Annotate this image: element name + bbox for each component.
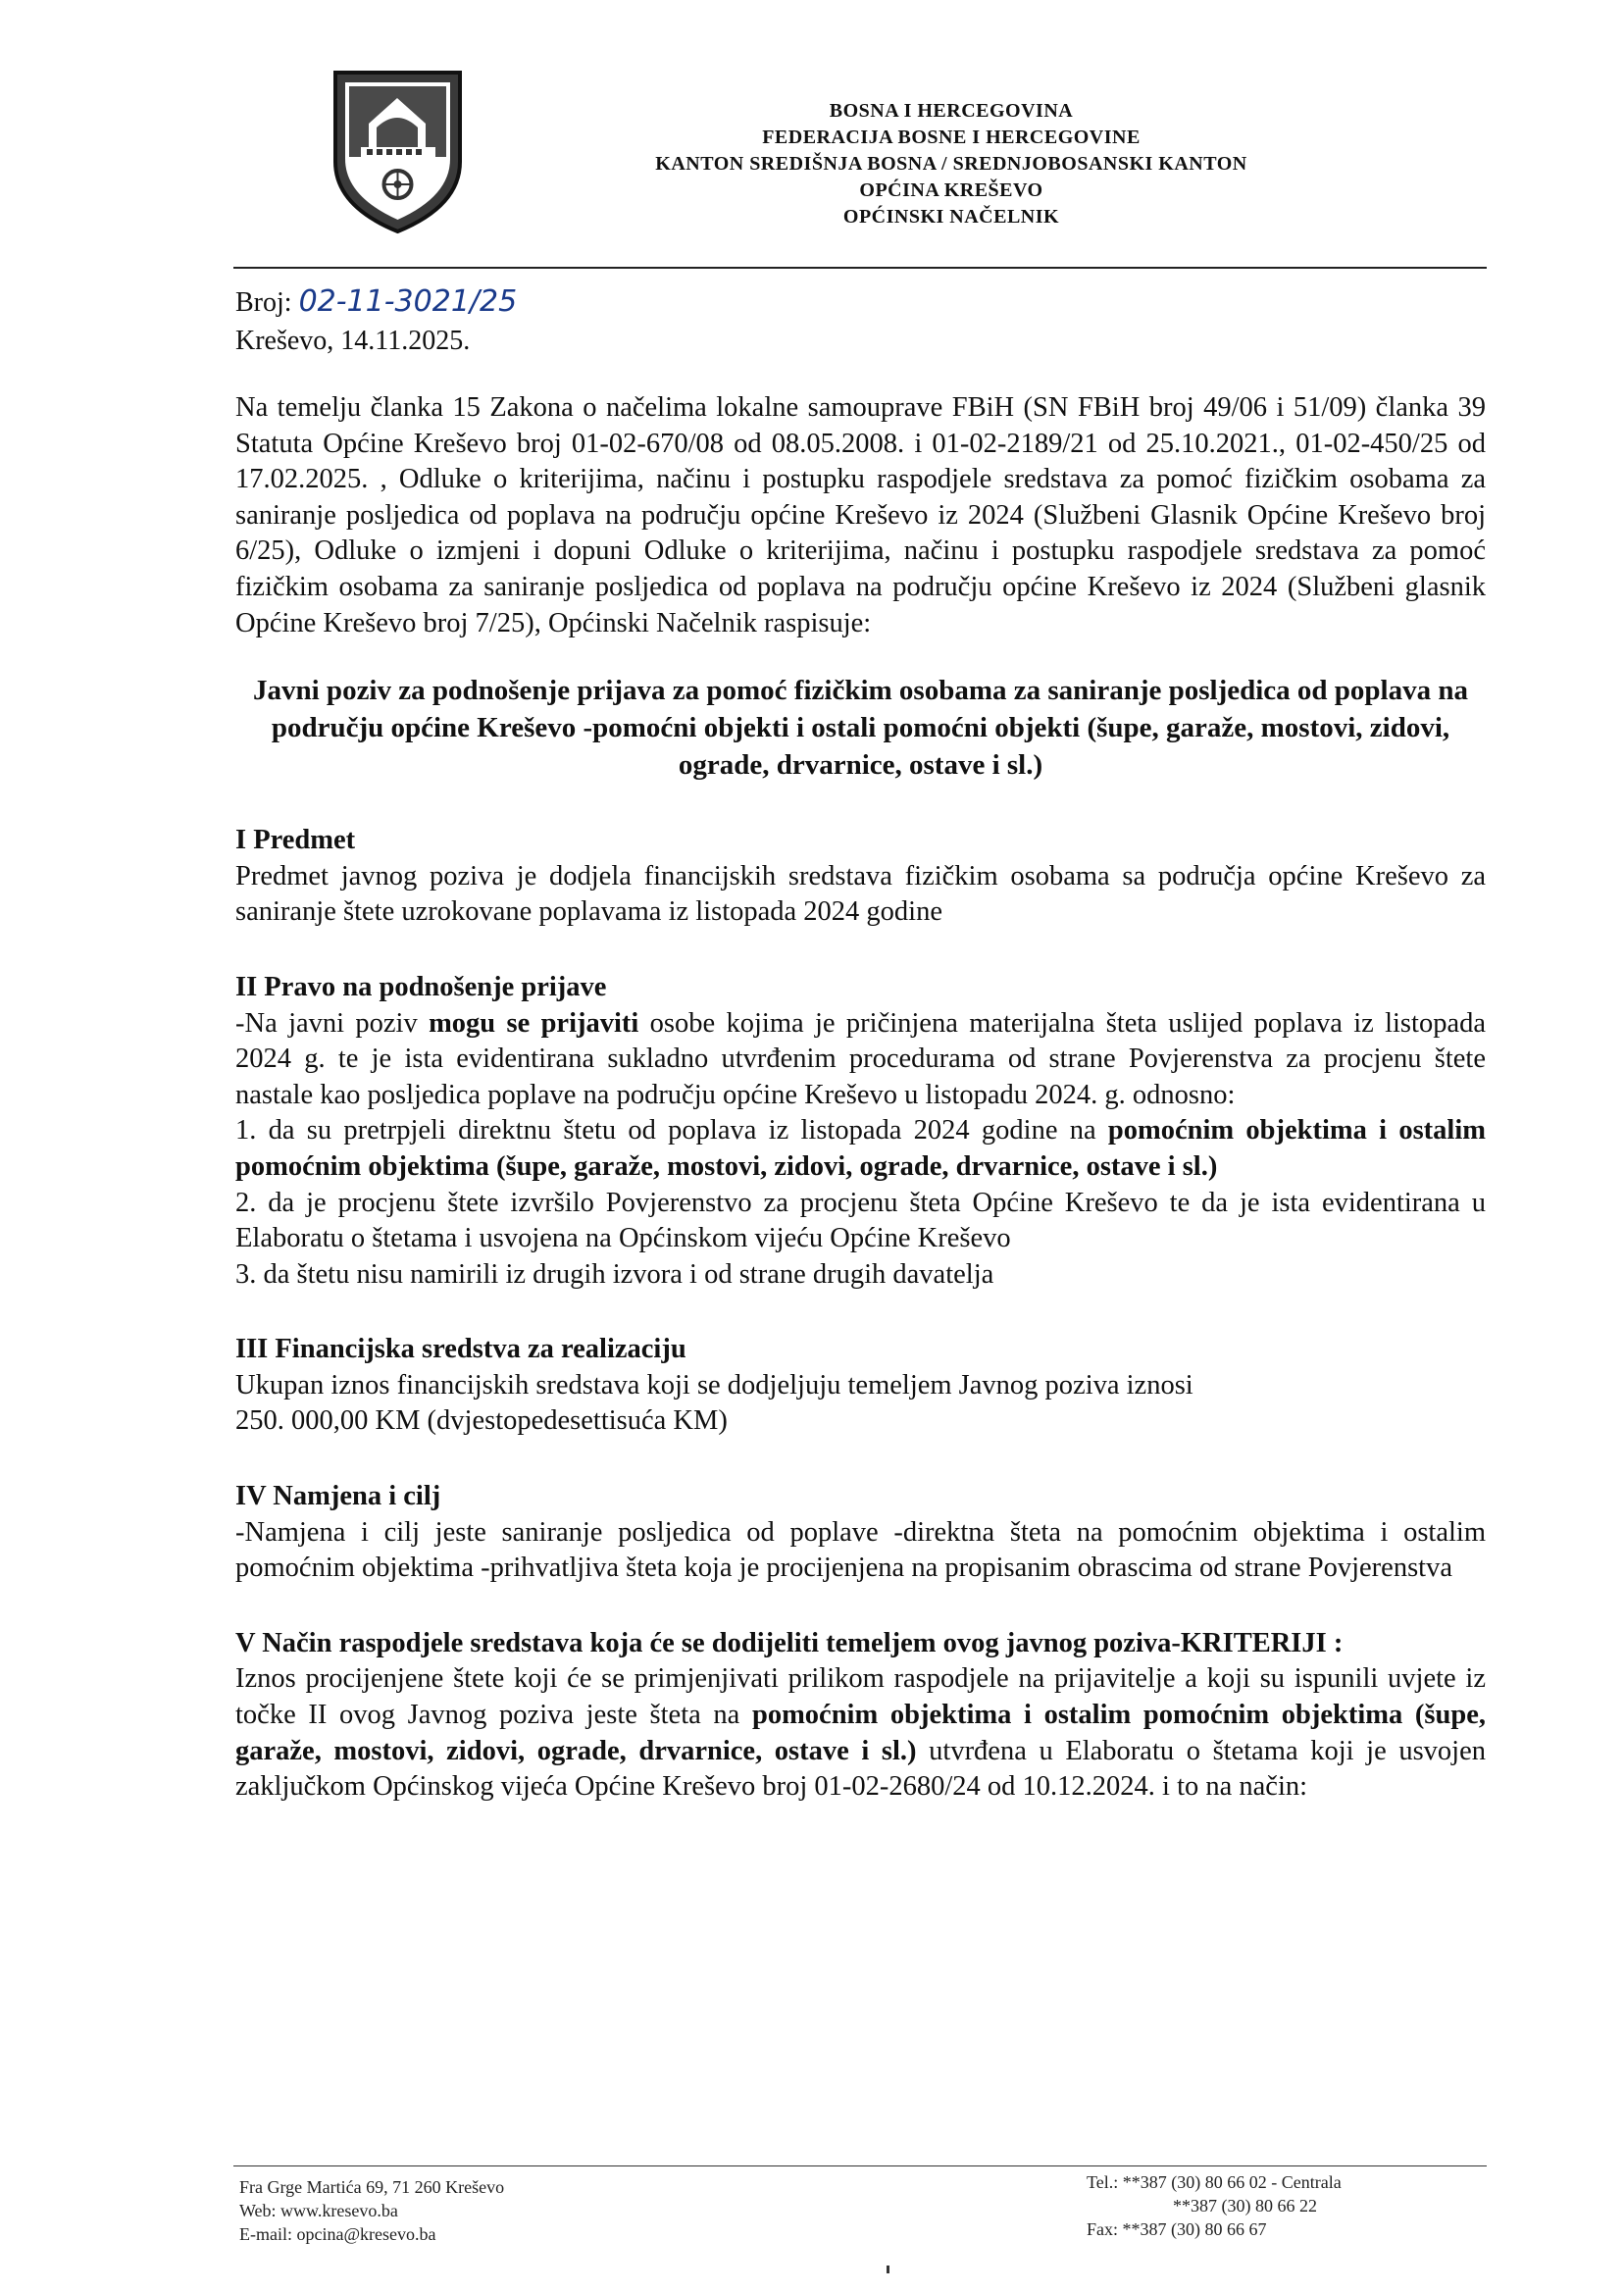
scan-mark bbox=[887, 2266, 889, 2273]
section-5-bold: pomoćnim objektima i ostalim pomoćnim objektima (šupe, garaže, mostovi, zidovi, ograde, drvarnice, ostave i sl.) bbox=[235, 1700, 1486, 1766]
section-4-heading: IV Namjena i cilj bbox=[235, 1481, 441, 1512]
header-divider bbox=[233, 267, 1487, 269]
section-4-text: -Namjena i cilj jeste saniranje posljedica od poplave -direktna šteta na pomoćnim objektima i ostalim pomoćnim objektima -prihvatljiva šteta koja je procijenjena na propisanim obrascima od strane Povjerenstva bbox=[235, 1516, 1486, 1584]
footer-tel-1: Tel.: **387 (30) 80 66 02 - Centrala bbox=[1087, 2172, 1342, 2192]
footer-divider bbox=[233, 2165, 1487, 2166]
section-2-text-a: -Na javni poziv bbox=[235, 1007, 430, 1039]
section-5-heading: V Način raspodjele sredstava koja će se dodijeliti temeljem ovog javnog poziva-KRITERIJI : bbox=[235, 1627, 1344, 1658]
header-canton: KANTON SREDIŠNJA BOSNA / SREDNJOBOSANSKI KANTON bbox=[655, 153, 1247, 175]
section-1-text: Predmet javnog poziva je dodjela financijskih sredstava fizičkim osobama sa područja općine Kreševo za saniranje štete uzrokovane poplavama iz listopada 2024 godine bbox=[235, 860, 1486, 928]
section-5-text-a: Iznos procijenjene štete koji će se primjenjivati prilikom raspodjele na prijavitelje a koji su ispunili uvjete iz točke II ovog Javnog poziva jeste šteta na bbox=[235, 1663, 1486, 1731]
footer-fax: Fax: **387 (30) 80 66 67 bbox=[1087, 2219, 1267, 2239]
document-number-label: Broj: bbox=[235, 287, 292, 318]
section-2-heading: II Pravo na podnošenje prijave bbox=[235, 971, 607, 1002]
section-1-heading: I Predmet bbox=[235, 825, 356, 856]
header-office: OPĆINSKI NAČELNIK bbox=[842, 206, 1060, 228]
section-2-item-3: 3. da štetu nisu namirili iz drugih izvora i od strane drugih davatelja bbox=[235, 1258, 994, 1290]
footer-contact-block bbox=[1087, 2170, 1342, 2241]
section-3-line-1: Ukupan iznos financijskih sredstava koji se dodjeljuju temeljem Javnog poziva iznosi bbox=[235, 1369, 1193, 1401]
header-country: BOSNA I HERCEGOVINA bbox=[829, 100, 1074, 122]
letterhead bbox=[628, 98, 1275, 230]
footer-email: E-mail: opcina@kresevo.ba bbox=[239, 2224, 436, 2244]
section-3-heading: III Financijska sredstva za realizaciju bbox=[235, 1334, 686, 1365]
document-body bbox=[235, 390, 1486, 1806]
section-2-text-bold: mogu se prijaviti bbox=[429, 1007, 639, 1039]
section-2-item-2: 2. da je procjenu štete izvršilo Povjerenstvo za procjenu šteta Općine Kreševo te da je ista evidentirana u Elaboratu o štetama i usvojena na Općinskom vijeću Općine Kreševo bbox=[235, 1187, 1486, 1254]
intro-paragraph: Na temelju članka 15 Zakona o načelima lokalne samouprave FBiH (SN FBiH broj 49/06 i 51/09) članka 39 Statuta Općine Kreševo broj 01-02-670/08 od 08.05.2008. i 01-02-2189/21 od 25.10.2021., 01-02-450/25 od 17.02.2025. , Odluke o kriterijima, načinu i postupku raspodjele sredstava za pomoć fizičkim osobama za saniranje posljedica od poplava na području općine Kreševo iz 2024 (Službeni Glasnik Općine Kreševo broj 6/25), Odluke o izmjeni i dopuni Odluke o kriterijima, načinu i postupku raspodjele sredstava za pomoć fizičkim osobama za saniranje posljedica od poplava na području općine Kreševo iz 2024 (Službeni glasnik Općine Kreševo broj 7/25), Općinski Načelnik raspisuje: bbox=[235, 392, 1486, 638]
place-date: Kreševo, 14.11.2025. bbox=[235, 326, 471, 356]
section-2-item-1 bbox=[235, 1113, 1486, 1185]
document-number bbox=[235, 284, 517, 319]
footer-web: Web: www.kresevo.ba bbox=[239, 2201, 398, 2220]
section-5-paragraph bbox=[235, 1661, 1486, 1805]
section-2-paragraph bbox=[235, 1006, 1486, 1114]
municipality-coat-of-arms bbox=[331, 69, 464, 235]
header-federation: FEDERACIJA BOSNE I HERCEGOVINE bbox=[762, 127, 1141, 148]
document-title: Javni poziv za podnošenje prijava za pomoć fizičkim osobama za saniranje posljedica od poplava na području općine Kreševo -pomoćni objekti i ostali pomoćni objekti (šupe, garaže, mostovi, zidovi, ograde, drvarnice, ostave i sl.) bbox=[253, 675, 1468, 782]
item-1-bold: pomoćnim objektima i ostalim pomoćnim objektima (šupe, garaže, mostovi, zidovi, ograde, drvarnice, ostave i sl.) bbox=[235, 1115, 1486, 1182]
footer-address-block bbox=[239, 2175, 504, 2246]
footer-address: Fra Grge Martića 69, 71 260 Kreševo bbox=[239, 2177, 505, 2197]
section-2-text-c: osobe kojima je pričinjena materijalna šteta uslijed poplava iz listopada 2024 g. te je ista evidentirana sukladno utvrđenim procedurama od strane Povjerenstva za procjenu štete nastale kao posljedica poplave na području općine Kreševo u listopadu 2024. g. odnosno: bbox=[235, 1007, 1486, 1110]
section-3-line-2: 250. 000,00 KM (dvjestopedesettisuća KM) bbox=[235, 1405, 728, 1437]
section-5-text-c: utvrđena u Elaboratu o štetama koji je usvojen zaključkom Općinskog vijeća Općine Kreševo broj 01-02-2680/24 od 10.12.2024. i to na način: bbox=[235, 1735, 1486, 1803]
document-number-value: 02-11-3021/25 bbox=[298, 284, 518, 319]
footer-tel-2: **387 (30) 80 66 22 bbox=[1173, 2196, 1317, 2216]
item-1-text: 1. da su pretrpjeli direktnu štetu od poplava iz listopada 2024 godine na bbox=[235, 1115, 1108, 1146]
header-municipality: OPĆINA KREŠEVO bbox=[859, 179, 1043, 201]
